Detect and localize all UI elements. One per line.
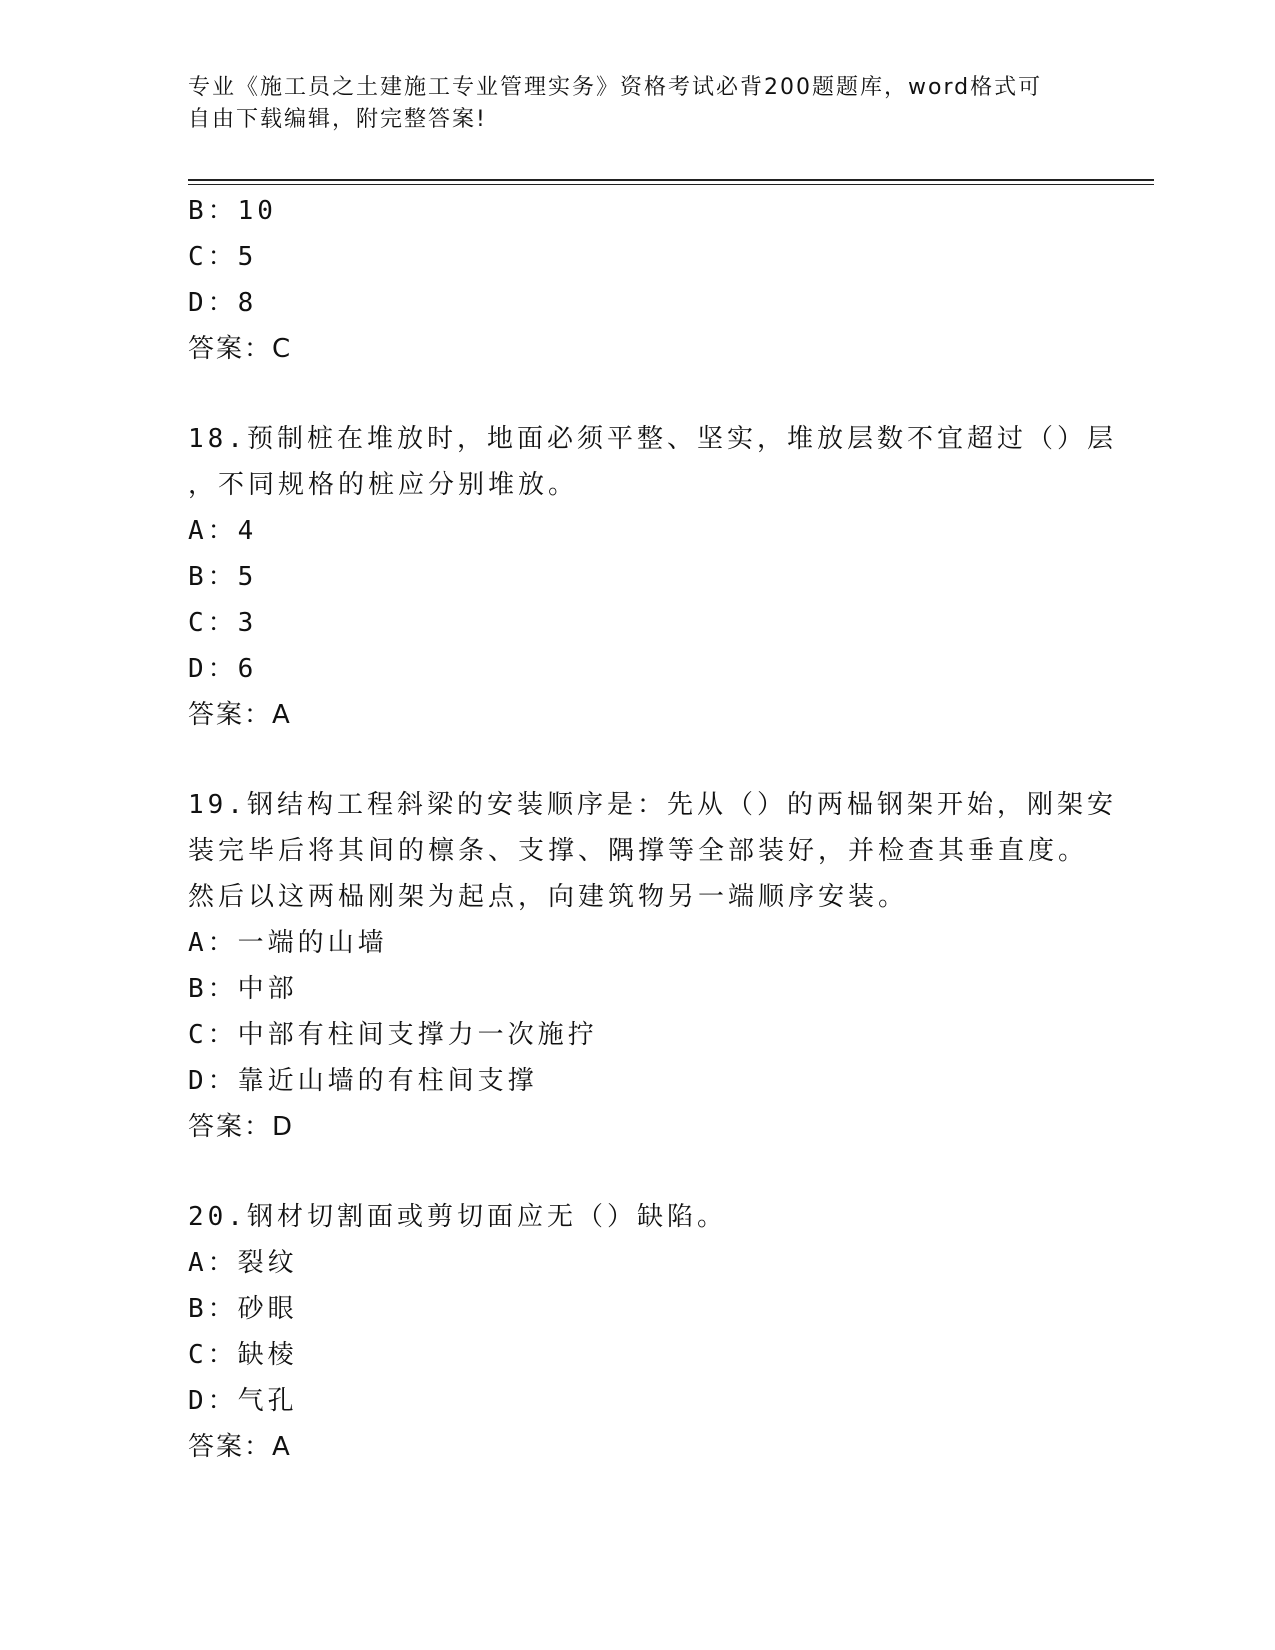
- header-rule-thick: [188, 179, 1154, 181]
- option-b: B：砂眼: [188, 1294, 298, 1324]
- header-line-1: 专业《施工员之土建施工专业管理实务》资格考试必背200题题库，word格式可: [188, 75, 1043, 100]
- option-a: A：4: [188, 516, 258, 546]
- spacer: [188, 1150, 1088, 1194]
- header-line-2: 自由下载编辑，附完整答案!: [188, 107, 487, 132]
- question-19: [188, 782, 1117, 1150]
- question-stem-line: 然后以这两榀刚架为起点，向建筑物另一端顺序安装。: [188, 882, 909, 912]
- answer: 答案：A: [188, 700, 292, 730]
- answer: 答案：D: [188, 1112, 295, 1142]
- question-17: [188, 188, 1088, 372]
- question-18: [188, 416, 1117, 738]
- question-20: [188, 1194, 1088, 1470]
- option-c: C：5: [188, 242, 258, 272]
- answer: 答案：C: [188, 334, 293, 364]
- option-d: D：气孔: [188, 1386, 298, 1416]
- option-b: B：5: [188, 562, 258, 592]
- option-c: C：缺棱: [188, 1340, 298, 1370]
- document-header: [188, 72, 1068, 136]
- answer: 答案：A: [188, 1432, 292, 1462]
- question-stem-line: 20.钢材切割面或剪切面应无（）缺陷。: [188, 1202, 727, 1232]
- option-d: D：8: [188, 288, 258, 318]
- option-b: B：中部: [188, 974, 298, 1004]
- question-list: [188, 188, 1117, 1470]
- question-stem-line: 装完毕后将其间的檩条、支撑、隅撑等全部装好，并检查其垂直度。: [188, 836, 1089, 866]
- question-stem-line: 18.预制桩在堆放时，地面必须平整、坚实，堆放层数不宜超过（）层: [188, 424, 1117, 454]
- spacer: [188, 372, 1088, 416]
- option-a: A：裂纹: [188, 1248, 298, 1278]
- option-c: C：3: [188, 608, 258, 638]
- option-c: C：中部有柱间支撑力一次施拧: [188, 1020, 598, 1050]
- spacer: [188, 738, 1088, 782]
- header-rule-thin: [188, 184, 1154, 185]
- question-stem-line: 19.钢结构工程斜梁的安装顺序是：先从（）的两榀钢架开始，刚架安: [188, 790, 1117, 820]
- question-stem-line: ，不同规格的桩应分别堆放。: [188, 470, 579, 500]
- option-d: D：靠近山墙的有柱间支撑: [188, 1066, 538, 1096]
- option-a: A：一端的山墙: [188, 928, 388, 958]
- option-b: B：10: [188, 196, 277, 226]
- option-d: D：6: [188, 654, 258, 684]
